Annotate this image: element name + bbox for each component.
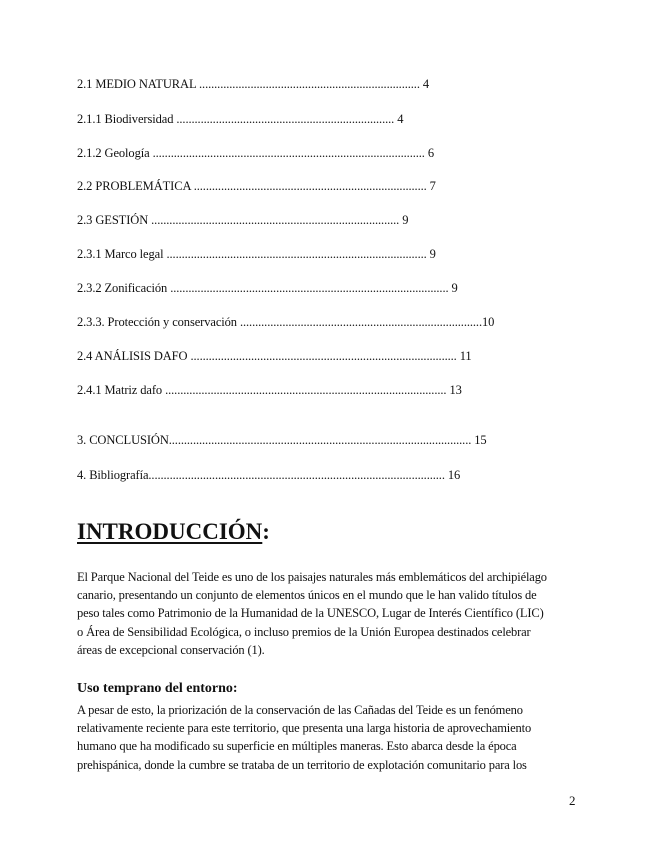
toc-entry[interactable]: 2.3.1 Marco legal ...................................................................................... 9: [77, 247, 436, 261]
toc-entry[interactable]: 2.3 GESTIÓN .................................................................................. 9: [77, 213, 409, 227]
toc-entry[interactable]: 2.4.1 Matriz dafo ............................................................................................. 13: [77, 383, 462, 397]
introduction-title-colon: :: [262, 519, 270, 544]
toc-entry[interactable]: 4. Bibliografía.................................................................................................. 16: [77, 468, 461, 482]
page-number: 2: [569, 793, 576, 808]
toc-entry[interactable]: 2.4 ANÁLISIS DAFO ........................................................................................ 11: [77, 349, 472, 363]
toc-entry[interactable]: 2.1 MEDIO NATURAL ......................................................................... 4: [77, 77, 430, 91]
paragraph-line: relativamente reciente para este territorio, que presenta una larga historia de aprovechamiento: [77, 721, 532, 736]
paragraph-line: o Área de Sensibilidad Ecológica, o incluso premios de la Unión Europea destinados celebrar: [77, 624, 531, 639]
paragraph-line: peso tales como Patrimonio de la Humanidad de la UNESCO, Lugar de Interés Científico (LIC): [77, 606, 544, 621]
toc-entry[interactable]: 2.2 PROBLEMÁTICA ............................................................................. 7: [77, 179, 436, 193]
introduction-title: INTRODUCCIÓN: [77, 519, 263, 544]
toc-entry[interactable]: 2.3.3. Protección y conservación ................................................................................10: [77, 315, 495, 329]
introduction-heading: [77, 517, 270, 547]
paragraph-line: áreas de excepcional conservación (1).: [77, 642, 265, 657]
toc-entry[interactable]: 2.1.1 Biodiversidad ........................................................................ 4: [77, 112, 404, 126]
paragraph-line: prehispánica, donde la cumbre se trataba de un territorio de explotación comunitario para los: [77, 757, 527, 772]
paragraph-line: humano que ha modificado su superficie en múltiples maneras. Esto abarca desde la época: [77, 739, 517, 754]
toc-entry[interactable]: 3. CONCLUSIÓN.................................................................................................... 15: [77, 433, 487, 447]
paragraph-line: canario, presentando un conjunto de elementos únicos en el mundo que le han valido títulos de: [77, 588, 537, 603]
toc-entry[interactable]: 2.1.2 Geología .......................................................................................... 6: [77, 146, 434, 160]
section-heading: Uso temprano del entorno:: [77, 681, 238, 696]
section-paragraph: [77, 701, 579, 774]
paragraph-line: El Parque Nacional del Teide es uno de los paisajes naturales más emblemáticos del archipiélago: [77, 570, 547, 584]
toc-entry[interactable]: 2.3.2 Zonificación ............................................................................................ 9: [77, 281, 458, 295]
introduction-paragraph: [77, 568, 579, 659]
paragraph-line: A pesar de esto, la priorización de la conservación de las Cañadas del Teide es un fenómeno: [77, 703, 523, 717]
